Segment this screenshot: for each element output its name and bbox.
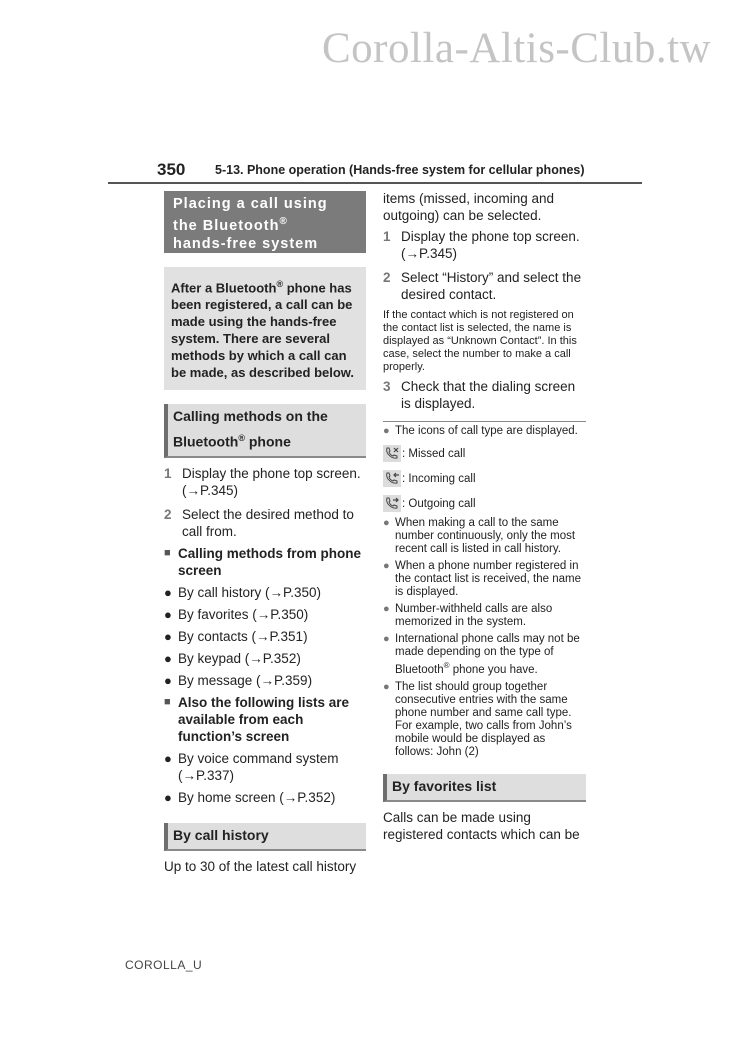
bullet-icon: ● [383, 425, 390, 437]
title-line3: hands-free system [173, 235, 319, 252]
note-item: ● The icons of call type are displayed. [383, 425, 578, 437]
bullet-icon: ● [383, 603, 390, 615]
step-item: 3 Check that the dialing screen is displayed. [383, 379, 576, 411]
incoming-call-icon [383, 470, 401, 487]
bullet-icon: ● [383, 633, 390, 645]
bullet-icon: ● [164, 628, 172, 644]
bullet-icon: ● [164, 606, 172, 622]
favorites-body: Calls can be made using registered contacts which can be [383, 809, 580, 842]
step-item: 2 Select the desired method to call from. [164, 506, 354, 539]
title-line2: the Bluetooth® [173, 216, 288, 234]
bullet-icon: ● [383, 560, 390, 572]
bullet-icon: ● [164, 789, 172, 805]
note-item: ● The list should group together consecutive entries with the same phone number and same call type. For example, two calls from John’s mobile would be displayed as follows: John (2) [383, 680, 572, 758]
step-item: 1 Display the phone top screen. (→P.345) [383, 229, 580, 261]
list-item: ● By message (→P.359) [164, 672, 313, 688]
bullet-icon: ● [164, 584, 172, 600]
bullet-icon: ● [383, 680, 390, 693]
section-title: 5-13. Phone operation (Hands-free system for cellular phones) [215, 163, 585, 177]
list-item: ● By contacts (→P.351) [164, 628, 308, 644]
list-item: ● By keypad (→P.352) [164, 650, 301, 666]
outgoing-call-icon [383, 495, 401, 512]
bullet-icon: ● [383, 517, 390, 529]
right-column [383, 190, 586, 843]
calling-methods-heading: Calling methods on the Bluetooth® phone [164, 404, 366, 458]
favorites-heading: By favorites list [383, 774, 586, 802]
watermark: Corolla-Altis-Club.tw [322, 25, 712, 72]
intro-box: After a Bluetooth® phone has been registered, a call can be made using the hands-free system. There are several methods by which a call can be made, as described below. [164, 267, 366, 390]
header-rule [108, 182, 642, 184]
note-item: ● When a phone number registered in the contact list is received, the name is displayed. [383, 560, 582, 598]
missed-call-icon [383, 445, 401, 462]
bullet-icon: ● [164, 750, 172, 766]
page-title-box [164, 191, 366, 253]
list-item: ● By voice command system (→P.337) [164, 750, 339, 783]
call-history-heading: By call history [164, 823, 366, 851]
group-heading: ■ Also the following lists are available from each function’s screen [164, 694, 350, 744]
call-history-intro-cont: items (missed, incoming and outgoing) can be selected. [383, 191, 555, 223]
note-item: ● When making a call to the same number continuously, only the most recent call is listed in call history. [383, 517, 576, 555]
icon-row-incoming: : Incoming call [383, 469, 586, 488]
list-item: ● By favorites (→P.350) [164, 606, 309, 622]
contact-note: If the contact which is not registered on the contact list is selected, the name is displayed as “Unknown Contact”. In this case, select the number to make a call properly. [383, 309, 577, 373]
square-bullet-icon: ■ [164, 695, 171, 708]
icon-row-outgoing: : Outgoing call [383, 494, 586, 513]
page-number: 350 [157, 160, 186, 179]
footer-label: COROLLA_U [125, 958, 203, 972]
title-line1: Placing a call using [173, 196, 328, 212]
note-item: ● International phone calls may not be made depending on the type of Bluetooth® phone you have. [383, 633, 580, 676]
note-item: ● Number-withheld calls are also memorized in the system. [383, 603, 553, 628]
call-history-intro: Up to 30 of the latest call history [164, 858, 357, 874]
notes-divider [383, 421, 586, 422]
square-bullet-icon: ■ [164, 546, 171, 559]
group-heading: ■ Calling methods from phone screen [164, 545, 362, 578]
list-item: ● By home screen (→P.352) [164, 789, 336, 805]
list-item: ● By call history (→P.350) [164, 584, 322, 600]
bullet-icon: ● [164, 672, 172, 688]
left-column [164, 191, 366, 875]
icon-row-missed: : Missed call [383, 444, 586, 463]
bullet-icon: ● [164, 650, 172, 666]
step-item: 1 Display the phone top screen. (→P.345) [164, 465, 361, 498]
step-item: 2 Select “History” and select the desired contact. [383, 270, 582, 302]
